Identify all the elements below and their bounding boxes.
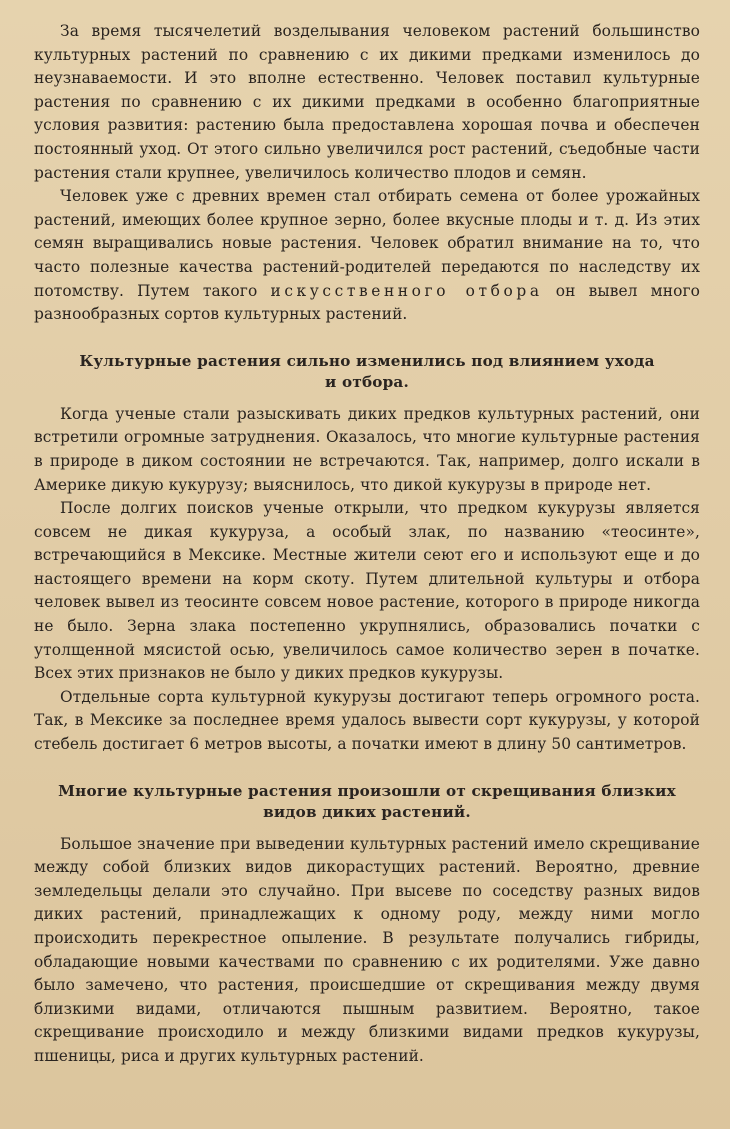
paragraph-artificial-selection xyxy=(34,185,700,327)
heading-line-2: и отбора. xyxy=(325,372,409,391)
heading-line-2: видов диких растений. xyxy=(263,802,471,821)
heading-line-1: Многие культурные растения произошли от скрещивания близких xyxy=(58,781,676,800)
section-heading-care-selection xyxy=(34,351,700,393)
paragraph-crossbreeding: Большое значение при выведении культурных растений имело скрещивание между собой близких видов дикорастущих растений. Вероятно, древние земледельцы делали это случайно. При высеве по соседству разных видов диких растений, принадлежащих к одному роду, между ними могло происходить перекрестное опыление. В результате получались гибриды, обладающие новыми качествами по сравнению с их родителями. Уже давно было замечено, что растения, происшедшие от скрещивания между двумя близкими видами, отличаются пышным развитием. Вероятно, такое скрещивание происходило и между близкими видами предков кукурузы, пшеницы, риса и других культурных растений. xyxy=(34,834,700,1065)
heading-line-1: Культурные растения сильно изменились под влиянием ухода xyxy=(79,351,655,370)
paragraph-corn-growth: Отдельные сорта культурной кукурузы достигают теперь огромного роста. Так, в Мексике за последнее время удалось вывести сорт кукурузы, у которой стебель достигает 6 метров высоты, а початки имеют в длину 50 сантиметров. xyxy=(34,687,700,754)
paragraph-cultivation-changes: За время тысячелетий возделывания человеком растений большинство культурных растений по сравнению с их дикими предками изменилось до неузнаваемости. И это вполне естественно. Человек поставил культурные растения по сравнению с их дикими предками в особенно благоприятные условия развития: растению была предоставлена хорошая почва и обеспечен постоянный уход. От этого сильно увеличился рост растений, съедобные части растения стали крупнее, увеличилось количество плодов и семян. xyxy=(34,22,700,182)
spaced-term: искусственного отбора xyxy=(270,281,543,300)
text-before-term: Человек уже с древних времен стал отбирать семена от более урожайных растений, имеющих более крупное зерно, более вкусные плоды и т. д. Из этих семян выращивались новые растения. Человек обратил внимание на то, что часто полезные качества растений-родителей передаются по наследству их потомству. Путем такого xyxy=(34,187,700,300)
paragraph-wild-ancestors: Когда ученые стали разыскивать диких предков культурных растений, они встретили огромные затруднения. Оказалось, что многие культурные растения в природе в диком состоянии не встречаются. Так, например, долго искали в Америке дикую кукурузу; выяснилось, что дикой кукурузы в природе нет. xyxy=(34,404,700,494)
section-heading-hybridization xyxy=(34,781,700,823)
paragraph-teosinte: После долгих поисков ученые открыли, что предком кукурузы является совсем не дикая кукуруза, а особый злак, по названию «теосинте», встречающийся в Мексике. Местные жители сеют его и используют еще и до настоящего времени на корм скоту. Путем длительной культуры и отбора человек вывел из теосинте совсем новое растение, которого в природе никогда не было. Зерна злака постепенно укрупнялись, образовались початки с утолщенной мясистой осью, увеличилось самое количество зерен в початке. Всех этих признаков не было у диких предков кукурузы. xyxy=(34,499,700,683)
text-after-term: он вывел много разнообразных сортов культурных растений. xyxy=(34,281,700,324)
